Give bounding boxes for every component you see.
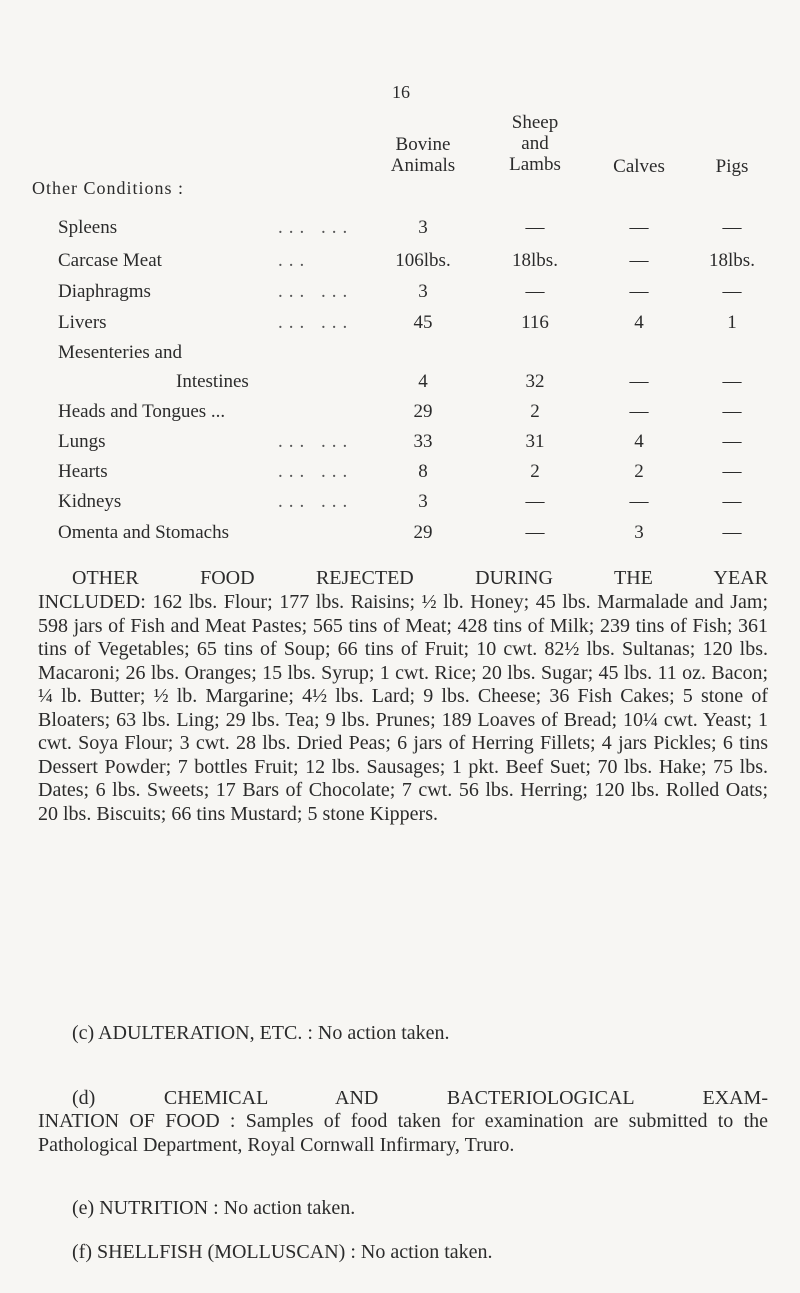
row-label: Heads and Tongues ... <box>58 401 226 422</box>
table-row <box>0 250 800 280</box>
table-row <box>0 281 800 311</box>
row-label: Hearts <box>58 461 108 482</box>
table-row <box>0 461 800 491</box>
cell-calves: — <box>629 401 649 422</box>
cell-pigs: — <box>722 401 742 422</box>
cell-sheep: 2 <box>530 401 540 422</box>
cell-pigs: — <box>722 217 742 238</box>
cell-pigs: 18lbs. <box>709 250 755 271</box>
cell-sheep: — <box>525 217 545 238</box>
shellfish-line: (f) SHELLFISH (MOLLUSCAN) : No action taken. <box>72 1241 493 1263</box>
cell-bovine: 3 <box>418 491 428 512</box>
cell-sheep: 2 <box>530 461 540 482</box>
row-label: Spleens <box>58 217 118 238</box>
cell-sheep: 32 <box>525 371 545 392</box>
cell-pigs: — <box>722 371 742 392</box>
column-header-bovine-line1: Bovine <box>395 134 451 155</box>
row-label: Omenta and Stomachs <box>58 522 229 543</box>
table-row <box>0 401 800 431</box>
cell-bovine: 29 <box>413 522 433 543</box>
cell-calves: — <box>629 281 649 302</box>
row-label: Diaphragms <box>58 281 151 302</box>
table-row <box>0 312 800 342</box>
cell-sheep: — <box>525 522 545 543</box>
section-title-other-conditions: Other Conditions : <box>32 178 184 198</box>
chemical-heading: (d) CHEMICAL AND BACTERIOLOGICAL EXAM- <box>72 1087 768 1109</box>
cell-bovine: 3 <box>418 217 428 238</box>
cell-calves: 2 <box>634 461 644 482</box>
table-row <box>0 491 800 521</box>
leader-dots: ... <box>278 250 311 271</box>
adulteration-line: (c) ADULTERATION, ETC. : No action taken. <box>72 1022 450 1044</box>
column-header-bovine-line2: Animals <box>390 155 456 176</box>
cell-pigs: — <box>722 491 742 512</box>
cell-sheep: — <box>525 491 545 512</box>
column-header-bovine <box>368 134 478 176</box>
cell-calves: — <box>629 250 649 271</box>
leader-dots: ... ... <box>278 217 354 238</box>
row-label: Livers <box>58 312 107 333</box>
cell-pigs: 1 <box>727 312 737 333</box>
table-row <box>0 522 800 552</box>
cell-bovine: 45 <box>413 312 433 333</box>
chemical-body: INATION OF FOOD : Samples of food taken for examination are submitted to the Pathological Department, Royal Cornwall Infirmary, Truro. <box>38 1110 768 1156</box>
cell-sheep: 31 <box>525 431 545 452</box>
table-row <box>0 431 800 461</box>
cell-calves: 3 <box>634 522 644 543</box>
cell-calves: 4 <box>634 431 644 452</box>
cell-bovine: 33 <box>413 431 433 452</box>
cell-bovine: 3 <box>418 281 428 302</box>
row-label: Intestines <box>176 371 249 392</box>
cell-bovine: 29 <box>413 401 433 422</box>
leader-dots: ... ... <box>278 431 354 452</box>
row-label: Mesenteries and <box>58 342 182 363</box>
cell-pigs: — <box>722 461 742 482</box>
column-header-sheep-line1: Sheep <box>511 112 559 133</box>
cell-sheep: 18lbs. <box>512 250 558 271</box>
leader-dots: ... ... <box>278 281 354 302</box>
table-row <box>0 217 800 247</box>
table-row <box>0 342 800 372</box>
cell-sheep: 116 <box>521 312 549 333</box>
row-label: Kidneys <box>58 491 122 512</box>
cell-calves: — <box>629 371 649 392</box>
other-food-list: INCLUDED: 162 lbs. Flour; 177 lbs. Raisins; ½ lb. Honey; 45 lbs. Marmalade and Jam; 598 jars of Fish and Meat Pastes; 565 tins of Meat; 428 tins of Milk; 239 tins of Fish; 361 tins of Vegetables; 65 tins of Soup; 66 tins of Fruit; 10 cwt. 82½ lbs. Sultanas; 120 lbs. Macaroni; 26 lbs. Oranges; 15 lbs. Syrup; 1 cwt. Rice; 20 lbs. Sugar; 45 lbs. 11 oz. Bacon; ¼ lb. Butter; ½ lb. Margarine; 4½ lbs. Lard; 9 lbs. Cheese; 36 Fish Cakes; 5 stone of Bloaters; 63 lbs. Ling; 29 lbs. Tea; 9 lbs. Prunes; 189 Loaves of Bread; 10¼ cwt. Yeast; 1 cwt. Soya Flour; 3 cwt. 28 lbs. Dried Peas; 6 jars of Herring Fillets; 4 jars Pickles; 6 tins Dessert Powder; 7 bottles Fruit; 12 lbs. Sausages; 1 pkt. Beef Suet; 70 lbs. Hake; 75 lbs. Dates; 6 lbs. Sweets; 17 Bars of Chocolate; 7 cwt. 56 lbs. Herring; 120 lbs. Rolled Oats; 20 lbs. Biscuits; 66 tins Mustard; 5 stone Kippers. <box>38 591 768 825</box>
leader-dots: ... ... <box>278 491 354 512</box>
column-header-pigs: Pigs <box>715 156 749 177</box>
cell-bovine: 8 <box>418 461 428 482</box>
row-label: Lungs <box>58 431 106 452</box>
cell-calves: 4 <box>634 312 644 333</box>
cell-pigs: — <box>722 431 742 452</box>
nutrition-line: (e) NUTRITION : No action taken. <box>72 1197 356 1219</box>
cell-bovine: 106lbs. <box>395 250 451 271</box>
other-food-heading: OTHER FOOD REJECTED DURING THE YEAR <box>72 567 768 589</box>
leader-dots: ... ... <box>278 312 354 333</box>
column-header-sheep <box>490 112 580 175</box>
leader-dots: ... ... <box>278 461 354 482</box>
column-header-sheep-line3: Lambs <box>509 154 561 175</box>
cell-sheep: — <box>525 281 545 302</box>
cell-bovine: 4 <box>418 371 428 392</box>
column-header-calves: Calves <box>613 156 665 177</box>
cell-pigs: — <box>722 522 742 543</box>
page-number: 16 <box>392 82 410 102</box>
row-label: Carcase Meat <box>58 250 162 271</box>
cell-calves: — <box>629 491 649 512</box>
cell-calves: — <box>629 217 649 238</box>
cell-pigs: — <box>722 281 742 302</box>
column-header-sheep-line2: and <box>521 133 549 154</box>
table-row <box>0 371 800 401</box>
